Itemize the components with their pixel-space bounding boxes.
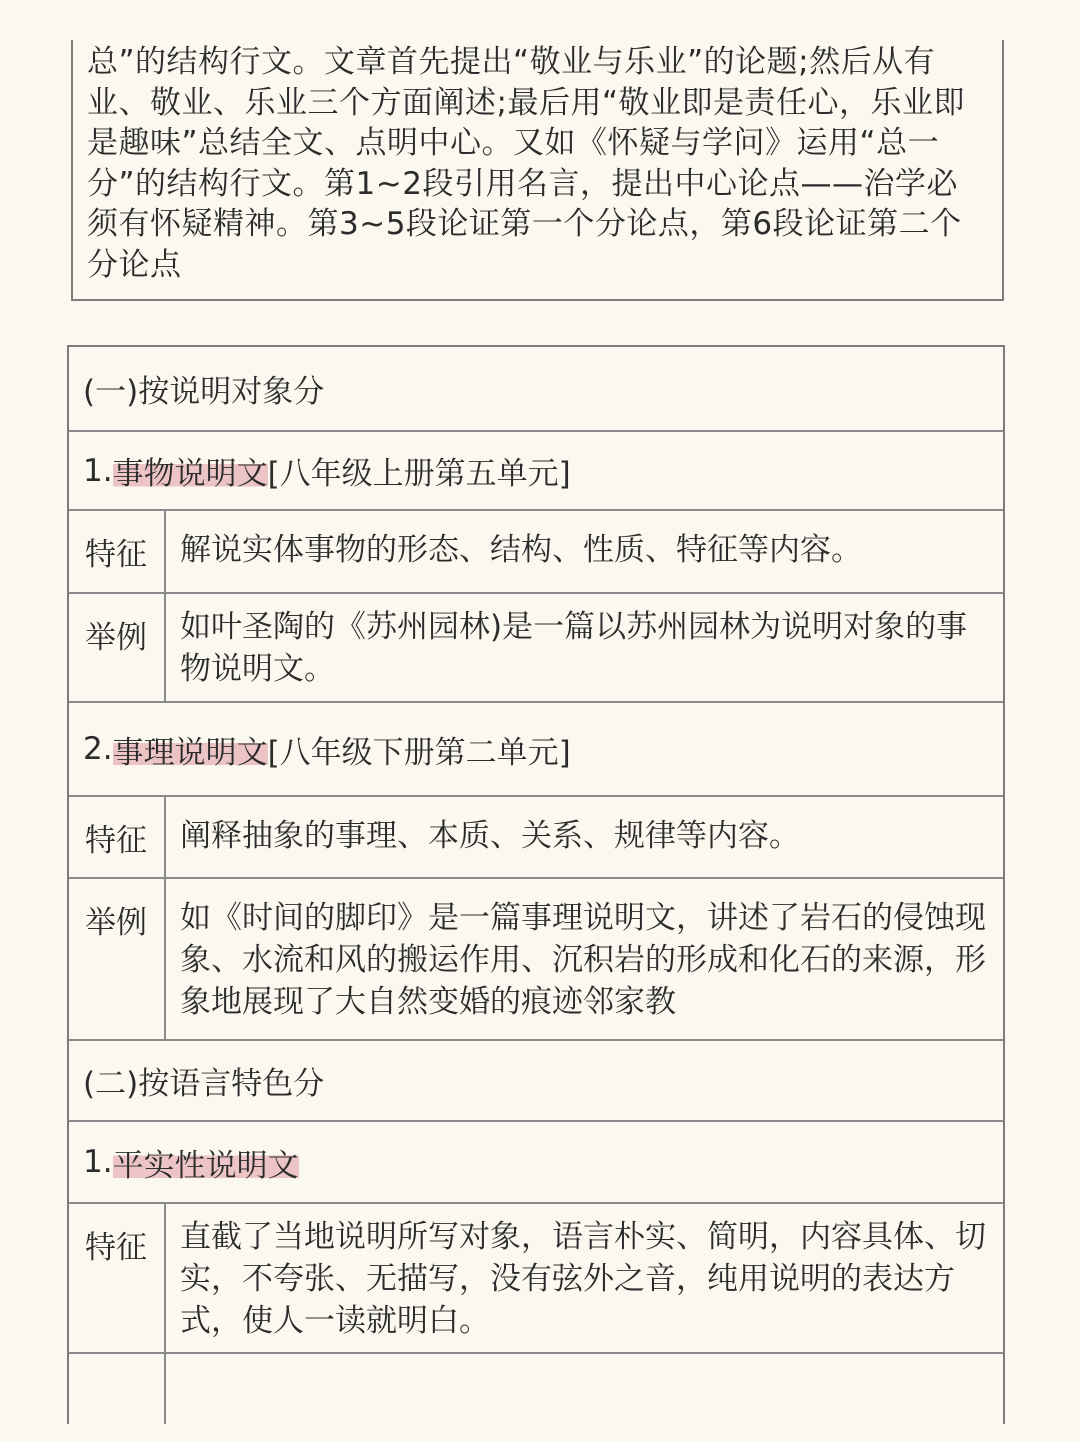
section-heading-by-object (69, 347, 1003, 432)
intro-text-box (71, 40, 1004, 301)
feature-label: 特征 (69, 797, 166, 877)
type-textbook-note: [八年级上册第五单元] (267, 456, 571, 492)
intro-paragraph: 总”的结构行文。文章首先提出“敬业与乐业”的论题;然后从有业、敬业、乐业三个方面阐述;最后用“敬业即是责任心，乐业即是趣味”总结全文、点明中心。又如《怀疑与学问》运用“总一分”的结构行文。第1~2段引用名言，提出中心论点——治学必须有怀疑精神。第3~5段论证第一个分论点，第6段论证第二个分论点 (87, 44, 966, 283)
type-name-highlighted: 平实性说明文 (113, 1140, 299, 1185)
explanatory-text-types-table (67, 345, 1005, 1424)
feature-text: 解说实体事物的形态、结构、性质、特征等内容。 (180, 532, 862, 568)
example-label: 举例 (69, 594, 166, 701)
table-row-feature (69, 1204, 1003, 1354)
type-heading-thing (69, 432, 1003, 511)
type-name-highlighted: 事物说明文 (113, 448, 268, 493)
type-textbook-note: [八年级下册第二单元] (267, 734, 571, 771)
type-number: 1. (83, 1144, 113, 1180)
section-heading-text: (二)按语言特色分 (83, 1066, 325, 1102)
table-row-example (69, 879, 1003, 1041)
empty-value-cell (166, 1354, 1003, 1424)
table-row-feature (69, 511, 1003, 594)
example-text: 如《时间的脚印》是一篇事理说明文，讲述了岩石的侵蚀现象、水流和风的搬运作用、沉积岩的形成和化石的来源，形象地展现了大自然变婚的痕迹邻家教 (180, 900, 986, 1020)
type-heading-plain (69, 1122, 1003, 1204)
table-row-empty (69, 1354, 1003, 1424)
feature-label: 特征 (69, 511, 166, 592)
type-number: 2. (83, 731, 113, 767)
type-number: 1. (83, 452, 113, 489)
section-heading-by-language (69, 1041, 1003, 1122)
feature-label: 特征 (69, 1204, 166, 1352)
type-heading-reasoning (69, 703, 1003, 797)
feature-text: 阐释抽象的事理、本质、关系、规律等内容。 (180, 818, 800, 854)
empty-label-cell (69, 1354, 166, 1424)
example-label: 举例 (69, 879, 166, 1039)
table-row-example (69, 594, 1003, 703)
example-text: 如叶圣陶的《苏州园林)是一篇以苏州园林为说明对象的事物说明文。 (180, 609, 968, 687)
table-row-feature (69, 797, 1003, 879)
feature-text: 直截了当地说明所写对象，语言朴实、简明，内容具体、切实，不夸张、无描写，没有弦外之音，纯用说明的表达方式，使人一读就明白。 (180, 1219, 986, 1339)
section-heading-text: (一)按说明对象分 (83, 374, 325, 410)
type-name-highlighted: 事理说明文 (113, 727, 268, 772)
